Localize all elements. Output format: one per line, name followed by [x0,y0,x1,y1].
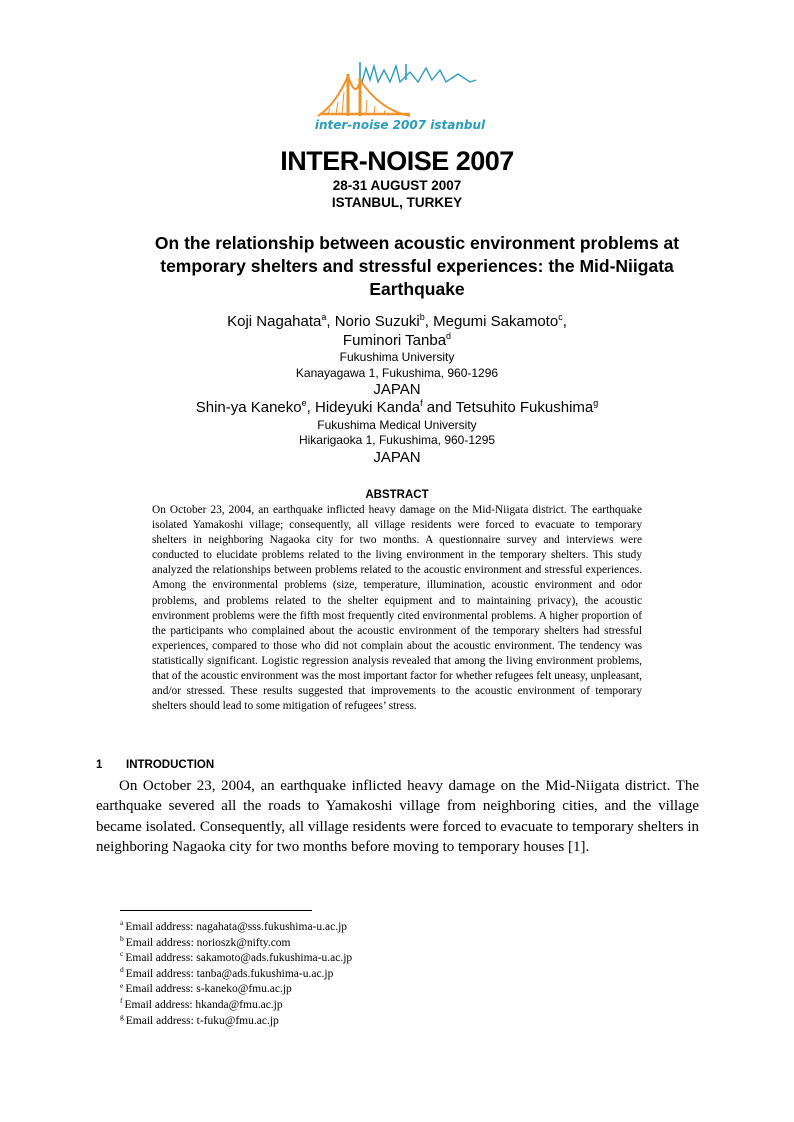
footnote-mark: c [120,949,124,959]
conference-title: INTER-NOISE 2007 [280,146,514,176]
author-affil-mark: b [419,312,425,322]
address-2: Hikarigaoka 1, Fukushima, 960-1295 [298,433,496,447]
footnote-text: Email address: s-kaneko@fmu.ac.jp [125,983,292,996]
author-affil-mark: e [301,398,307,408]
footnote [120,951,620,967]
author-name: Koji Nagahata [227,313,322,330]
section-heading-introduction [96,759,214,771]
footnote [120,920,620,936]
country-2: JAPAN [373,449,421,466]
author-affil-mark: d [446,331,452,341]
footnote-mark: f [120,996,123,1006]
institution-2: Fukushima Medical University [317,418,477,432]
logo-caption: inter-noise 2007 istanbul [314,118,486,132]
author-name: Megumi Sakamoto [433,313,559,330]
author-name: Hideyuki Kanda [314,399,421,416]
author-affil-mark: f [420,398,423,408]
institution-1: Fukushima University [339,350,455,364]
footnote [120,982,620,998]
footnote-mark: e [120,980,124,990]
footnote [120,933,620,952]
author-separator: , [424,313,434,330]
footnote [120,1011,620,1030]
footnote-divider [120,910,312,911]
author-separator: , [306,399,315,416]
footnote [120,998,620,1014]
author-affil-mark: g [593,398,599,408]
abstract-heading: ABSTRACT [365,489,429,501]
address-1: Kanayagawa 1, Fukushima, 960-1296 [295,366,499,380]
conference-dates: 28-31 AUGUST 2007 [332,178,462,193]
section-title: INTRODUCTION [126,759,215,771]
authors-group1-line1 [0,313,794,330]
abstract-text: On October 23, 2004, an earthquake inflicted heavy damage on the Mid-Niigata district. The earthquake isolated Yamakoshi village; consequently, all village residents were forced to evacuate to temporary shelters in neighboring Nagaoka city for two months. A questionnaire survey and interviews were conducted to elucidate problems related to the living environment in the temporary shelters. This study analyzed the relationships between problems related to the acoustic environment and stressful experiences. Among the environmental problems (size, temperature, illumination, acoustic environment and odor problems, and problems related to the shelter equipment and to maintaining privacy), the acoustic environment problems were the fifth most frequently cited environmental problems. A higher proportion of the participants who complained about the acoustic environment of the temporary shelters had stressful experiences, compared to those who did not complain about the acoustic environment. The tendency was statistically significant. Logistic regression analysis revealed that among the living environment problems, that of the acoustic environment was the most important factor for whether refugees felt uneasy, unpleasant, and/or stressed. These results suggested that improvements to the acoustic environment of temporary shelters should lead to some mitigation of refugees’ stress. [152,504,642,713]
footnote-text: Email address: hkanda@fmu.ac.jp [124,998,283,1011]
introduction-paragraph: On October 23, 2004, an earthquake inflicted heavy damage on the Mid-Niigata district. The earthquake severed all the roads to Yamakoshi village from neighboring cities, and the village became isolated. Consequently, all village residents were forced to evacuate to temporary shelters in neighboring Nagaoka city for two months before moving to temporary houses [1]. [96,778,699,855]
author-name: Norio Suzuki [334,313,420,330]
footnote-text: Email address: sakamoto@ads.fukushima-u.ac.jp [125,952,353,965]
footnote-text: Email address: norioszk@nifty.com [125,936,291,949]
conference-location: ISTANBUL, TURKEY [331,195,463,210]
footnote-mark: g [120,1011,124,1021]
footnote-text: Email address: nagahata@sss.fukushima-u.ac.jp [125,921,348,933]
footnote-mark: d [120,964,124,974]
author-affil-mark: a [321,312,327,322]
section-number: 1 [96,759,103,771]
author-name: Tetsuhito Fukushima [455,399,594,416]
country-1: JAPAN [373,381,421,398]
footnote-mark: b [120,933,124,943]
authors-group1-line2 [0,332,794,349]
footnote-text: Email address: tanba@ads.fukushima-u.ac.jp [125,967,334,980]
authors-group2-line1 [0,399,794,416]
author-separator: and [422,399,456,416]
footnotes [120,920,620,1029]
paper-title: On the relationship between acoustic environment problems at temporary shelters and stressful experiences: the Mid-Niigata Earthquake [154,233,680,299]
footnote-mark: a [120,918,124,928]
author-name: Fuminori Tanba [342,332,447,349]
footnote-text: Email address: t-fuku@fmu.ac.jp [125,1014,279,1027]
author-separator: , [326,313,335,330]
footnote [120,964,620,983]
author-name: Shin-ya Kaneko [195,399,302,416]
author-separator: , [562,313,567,330]
bridge-logo-icon [300,60,500,120]
author-affil-mark: c [558,312,563,322]
